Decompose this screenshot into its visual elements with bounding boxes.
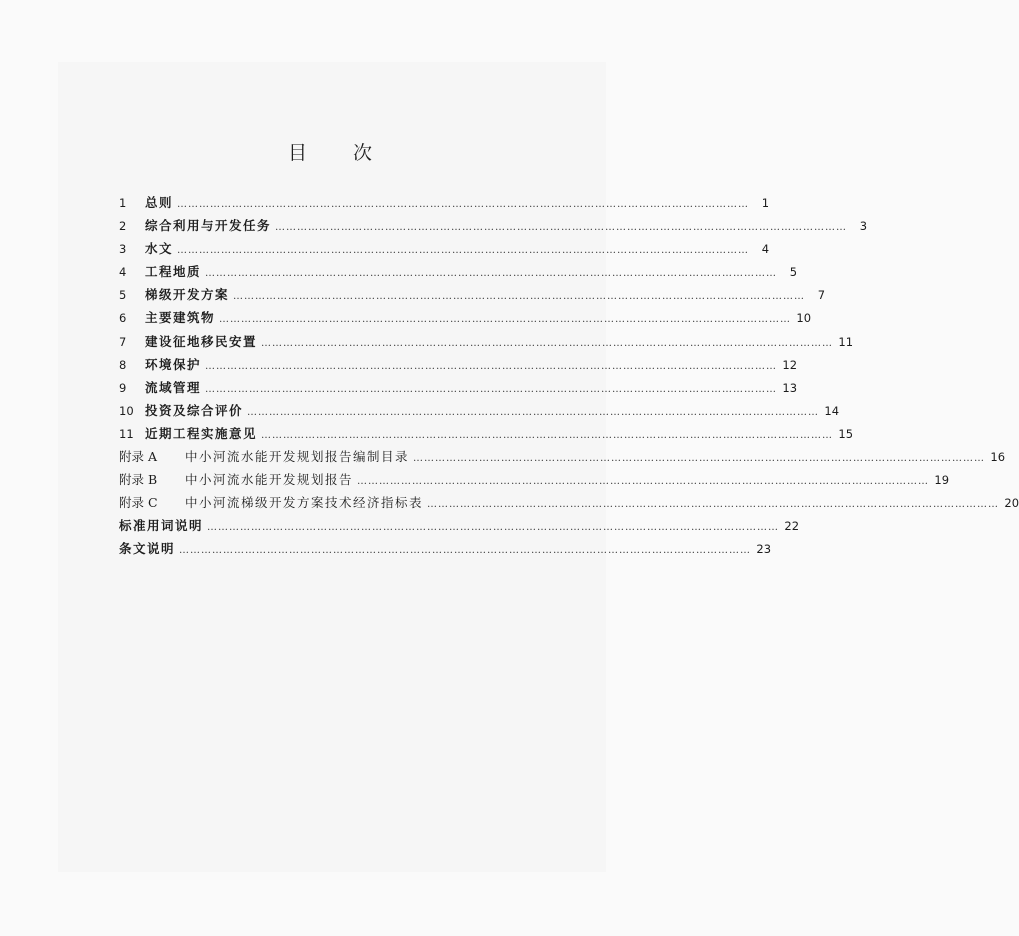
toc-entry-page: 22	[784, 519, 800, 534]
toc-entry[interactable]	[119, 216, 868, 239]
dot-leader: …………………………………………………………………………………………………………………………………………	[275, 222, 848, 234]
toc-entry[interactable]	[119, 308, 812, 331]
table-of-contents	[119, 193, 1019, 563]
toc-entry-number: 6	[119, 311, 127, 326]
toc-entry-page: 15	[838, 426, 854, 441]
toc-entry-page: 12	[782, 357, 798, 372]
toc-entry[interactable]	[119, 262, 798, 285]
toc-entry[interactable]	[119, 355, 798, 378]
toc-entry-number: 9	[119, 380, 127, 395]
toc-entry-page: 1	[761, 196, 770, 210]
toc-entry-page: 19	[934, 473, 950, 488]
toc-entry-number: 附录 B	[119, 472, 158, 488]
toc-entry-label: 工程地质	[145, 264, 202, 280]
toc-entry-page: 5	[789, 265, 798, 280]
dot-leader: …………………………………………………………………………………………………………………………………………	[177, 199, 750, 210]
toc-entry-number: 附录 C	[119, 495, 158, 511]
dot-leader: …………………………………………………………………………………………………………………………………………	[261, 337, 834, 349]
dot-leader: …………………………………………………………………………………………………………………………………………	[357, 476, 930, 488]
toc-entry-page: 11	[838, 334, 854, 349]
toc-entry-number: 10	[119, 403, 134, 418]
toc-entry-label: 综合利用与开发任务	[145, 218, 272, 234]
toc-entry-page: 20	[1004, 496, 1019, 511]
toc-entry-number: 5	[119, 288, 127, 303]
toc-entry-label: 中小河流水能开发规划报告	[185, 472, 354, 488]
toc-entry-number: 7	[119, 334, 127, 349]
toc-entry-label: 标准用词说明	[119, 518, 204, 534]
toc-entry-number: 11	[119, 426, 134, 441]
toc-entry-label: 环境保护	[145, 356, 202, 372]
toc-entry[interactable]	[119, 332, 854, 355]
toc-entry[interactable]	[119, 285, 826, 308]
toc-entry[interactable]	[119, 378, 798, 401]
toc-entry[interactable]	[119, 239, 770, 262]
dot-leader: …………………………………………………………………………………………………………………………………………	[427, 499, 1000, 511]
toc-entry-page: 10	[796, 311, 812, 326]
toc-entry[interactable]	[119, 424, 854, 447]
toc-entry-label: 近期工程实施意见	[145, 425, 258, 441]
toc-entry-number: 附录 A	[119, 449, 158, 465]
toc-entry[interactable]	[119, 516, 800, 539]
toc-entry-label: 投资及综合评价	[145, 402, 244, 418]
toc-entry[interactable]	[119, 470, 950, 493]
dot-leader: …………………………………………………………………………………………………………………………………………	[261, 429, 834, 441]
toc-entry-number: 4	[119, 265, 127, 280]
toc-entry[interactable]	[119, 447, 1006, 470]
dot-leader: …………………………………………………………………………………………………………………………………………	[179, 545, 752, 557]
dot-leader: …………………………………………………………………………………………………………………………………………	[177, 245, 750, 257]
toc-entry-page: 3	[859, 219, 868, 234]
dot-leader: …………………………………………………………………………………………………………………………………………	[207, 522, 780, 534]
toc-entry-label: 水文	[145, 241, 174, 257]
toc-entry[interactable]	[119, 401, 840, 424]
toc-entry[interactable]	[119, 193, 770, 216]
toc-entry-label: 梯级开发方案	[145, 287, 230, 303]
title-char-left: 目	[287, 142, 309, 164]
title-char-right: 次	[353, 142, 375, 164]
toc-entry-label: 流域管理	[145, 379, 202, 395]
toc-entry-label: 中小河流水能开发规划报告编制目录	[185, 449, 410, 465]
dot-leader: …………………………………………………………………………………………………………………………………………	[413, 453, 986, 465]
page-title	[0, 138, 662, 165]
dot-leader: …………………………………………………………………………………………………………………………………………	[205, 360, 778, 372]
toc-entry-label: 条文说明	[119, 541, 176, 557]
dot-leader: …………………………………………………………………………………………………………………………………………	[205, 268, 778, 280]
toc-entry-page: 4	[761, 242, 770, 257]
toc-entry-label: 建设征地移民安置	[145, 333, 258, 349]
dot-leader: …………………………………………………………………………………………………………………………………………	[233, 291, 806, 303]
toc-entry-number: 3	[119, 242, 127, 257]
toc-entry[interactable]	[119, 493, 1019, 516]
toc-entry-number: 8	[119, 357, 127, 372]
toc-entry-label: 总则	[145, 195, 174, 210]
toc-entry-page: 14	[824, 403, 840, 418]
dot-leader: …………………………………………………………………………………………………………………………………………	[205, 383, 778, 395]
toc-entry-number: 1	[119, 196, 127, 210]
toc-entry-number: 2	[119, 219, 127, 234]
toc-entry-page: 13	[782, 380, 798, 395]
dot-leader: …………………………………………………………………………………………………………………………………………	[247, 406, 820, 418]
toc-entry-label: 主要建筑物	[145, 310, 216, 326]
toc-entry[interactable]	[119, 539, 772, 562]
dot-leader: …………………………………………………………………………………………………………………………………………	[219, 314, 792, 326]
toc-entry-page: 23	[756, 542, 772, 557]
toc-entry-page: 7	[817, 288, 826, 303]
toc-entry-page: 16	[990, 450, 1006, 465]
toc-entry-label: 中小河流梯级开发方案技术经济指标表	[185, 495, 424, 511]
